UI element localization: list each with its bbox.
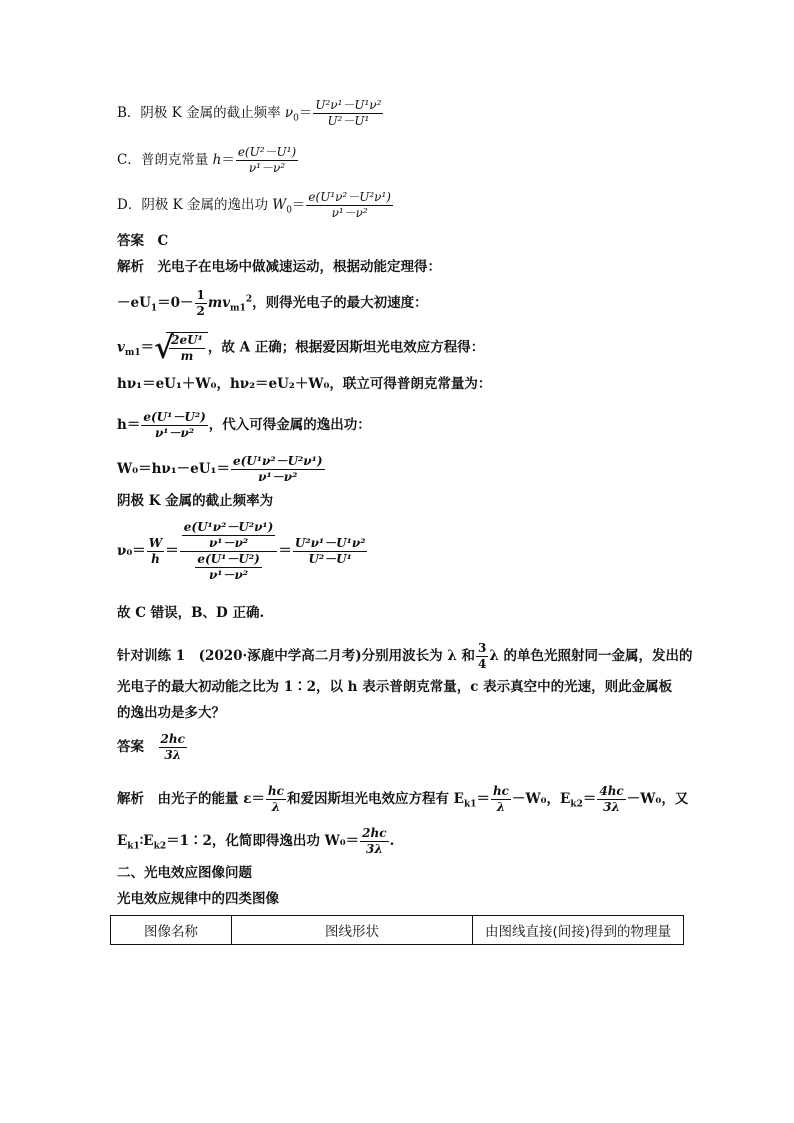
image-types-table (110, 915, 684, 945)
option-c: C．普朗克常量 h＝ $\frac{\text{e(U²－U¹)}}{\text{ν¹－ν²}}$ (117, 145, 297, 175)
fraction: $\frac{hc}{\lambda}$ (492, 784, 509, 814)
training-1-line-3: 的逸出功是多大？ (117, 705, 225, 721)
analysis-1-line-5: h＝ $\frac{\text{e(U¹－U²)}}{\text{ν¹－ν²}}$ ，代入可得金属的逸出功： (117, 410, 371, 440)
training-1-line-2: 光电子的最大初动能之比为 1∶2，以 h 表示普朗克常量，c 表示真空中的光速，则此金属板 (117, 679, 673, 695)
analysis-1-line-8: ν₀＝ $\frac{W}{h}$ ＝ $\frac{\frac{\text{e(U¹ν²－U²ν¹)}}{\text{ν¹－ν²}}}{\frac{\text{e(U¹－U²)}}{\text{ν¹－ν²}}}$ ＝ $\frac{\text{U²ν¹－U¹ν²}}{\text{U²－U¹}}$ (117, 520, 366, 582)
option-b: B．阴极 K 金属的截止频率 $\nu_0=$ $\frac{\text{U²ν¹－U¹ν²}}{\text{U²－U¹}}$ (117, 98, 382, 128)
analysis-2-line-2: $E_{k1}∶E_{k2}=1∶2$，化简即得逸出功 W₀＝ $\frac{2hc}{3\lambda}$ . (117, 826, 395, 856)
fraction: $\frac{2hc}{3\lambda}$ (160, 732, 185, 762)
fraction: $\frac{\text{e(U¹ν²－U²ν¹)}}{\text{ν¹－ν²}}$ (183, 520, 274, 550)
table-header-cell: 由图线直接(间接)得到的物理量 (473, 916, 684, 945)
training-1-line-1: 针对训练 1 (2020·涿鹿中学高二月考)分别用波长为 λ 和 $\frac{3}{4}$ λ 的单色光照射同一金属，发出的 (117, 641, 693, 671)
analysis-1-line-3: $v_{m1}=$ √ $\frac{\text{2eU¹}}{m}$ ，故 A 正确；根据爱因斯坦光电效应方程得： (117, 331, 485, 366)
answer-1: 答案 C (117, 233, 169, 249)
option-d: D．阴极 K 金属的逸出功 $W_0=$ $\frac{\text{e(U¹ν²－U²ν¹)}}{\text{ν¹－ν²}}$ (117, 190, 391, 220)
fraction: $\frac{\text{e(U¹ν²－U²ν¹)}}{\text{ν¹－ν²}}$ (308, 190, 391, 220)
fraction: $\frac{\text{e(U¹－U²)}}{\text{ν¹－ν²}}$ (197, 552, 260, 582)
answer-2: 答案 $\frac{2hc}{3\lambda}$ (117, 732, 185, 762)
analysis-1-line-9: 故 C 错误，B、D 正确. (117, 605, 265, 621)
analysis-1-line-4: hν₁＝eU₁＋W₀，hν₂＝eU₂＋W₀，联立可得普朗克常量为： (117, 376, 492, 392)
fraction: $\frac{hc}{\lambda}$ (267, 784, 284, 814)
fraction: $\frac{\text{e(U¹－U²)}}{\text{ν¹－ν²}}$ (143, 410, 206, 440)
fraction: $\frac{W}{h}$ (148, 536, 163, 566)
fraction: $\frac{\text{2eU¹}}{m}$ (171, 333, 203, 363)
fraction: $\frac{4hc}{3\lambda}$ (599, 784, 624, 814)
table-header-cell: 图像名称 (111, 916, 232, 945)
table-header-row (111, 916, 684, 945)
square-root (154, 332, 208, 364)
table-header-cell: 图线形状 (232, 916, 473, 945)
analysis-1-line-6: W₀＝hν₁－eU₁＝ $\frac{\text{e(U¹ν²－U²ν¹)}}{\text{ν¹－ν²}}$ (117, 454, 323, 484)
radical-icon: √ (154, 331, 174, 366)
analysis-2-line-1: 解析 由光子的能量 ε＝ $\frac{hc}{\lambda}$ 和爱因斯坦光电效应方程有 $E_{k1}=$ $\frac{hc}{\lambda}$ －W₀，$E_{k2}=$ $\frac{4hc}{3\lambda}$ －W₀，又 (117, 784, 689, 814)
analysis-1-line-1: 解析 光电子在电场中做减速运动，根据动能定理得： (117, 259, 441, 275)
fraction: $\frac{\text{U²ν¹－U¹ν²}}{\text{U²－U¹}}$ (315, 98, 382, 128)
fraction: $\frac{3}{4}$ (478, 641, 487, 671)
fraction: $\frac{\text{e(U²－U¹)}}{\text{ν¹－ν²}}$ (237, 145, 297, 175)
analysis-1-line-7: 阴极 K 金属的截止频率为 (117, 493, 274, 509)
section-title: 二、光电效应图像问题 (117, 865, 252, 881)
section-subtitle: 光电效应规律中的四类图像 (117, 891, 279, 907)
fraction: $\frac{1}{2}$ (196, 288, 205, 318)
fraction: $\frac{2hc}{3\lambda}$ (362, 826, 387, 856)
analysis-1-line-2: $-eU_1=0-$ $\frac{1}{2}$ $mv_{m1}^2$，则得光电子的最大初速度： (117, 288, 428, 318)
compound-fraction (180, 520, 278, 583)
fraction: $\frac{\text{U²ν¹－U¹ν²}}{\text{U²－U¹}}$ (294, 536, 366, 566)
fraction: $\frac{\text{e(U¹ν²－U²ν¹)}}{\text{ν¹－ν²}}$ (232, 454, 323, 484)
